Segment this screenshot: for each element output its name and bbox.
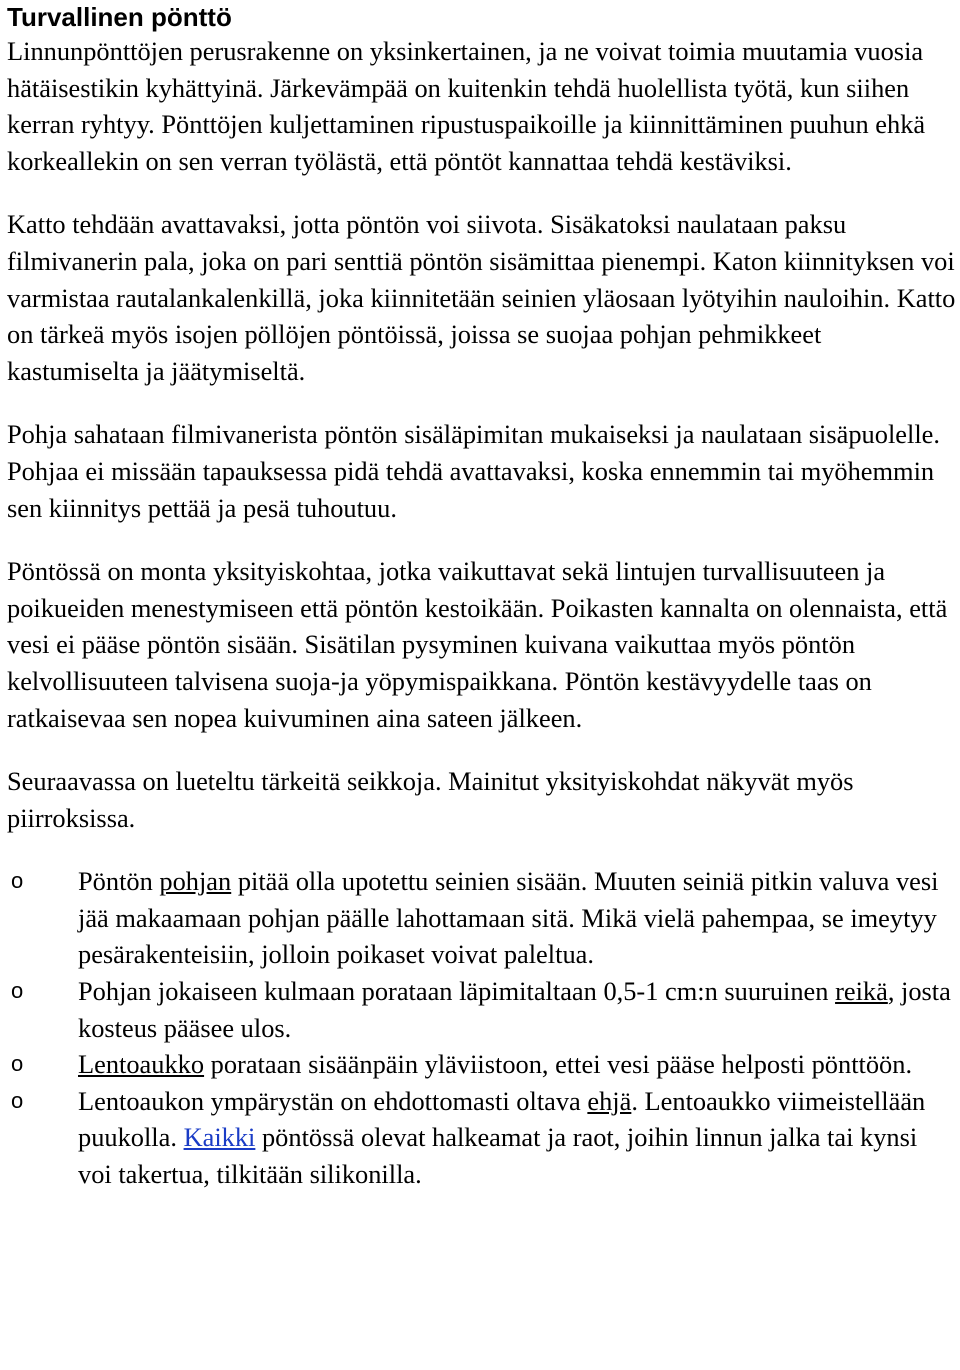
list-item	[7, 1083, 957, 1193]
list-item-text-post: porataan sisäänpäin yläviistoon, ettei vesi pääse helposti pönttöön.	[204, 1049, 913, 1080]
paragraph-gap	[7, 736, 957, 763]
paragraph-gap	[7, 389, 957, 416]
term-link-lentoaukko[interactable]: Lentoaukko	[78, 1049, 205, 1080]
bullet-circle-icon: o	[11, 1087, 24, 1113]
list-item-text-pre: Pöntön	[78, 866, 160, 897]
paragraph-gap	[7, 526, 957, 553]
list-item-text-post2: pöntössä olevat halkeamat ja raot, joihin linnun jalka tai kynsi voi takertua, tilkitään silikonilla.	[78, 1122, 918, 1190]
list-item	[7, 973, 957, 1046]
detail-list	[7, 863, 957, 1192]
list-item-text-post: pitää olla upotettu seinien sisään. Muuten seiniä pitkin valuva vesi jää makaamaan pohjan päälle lahottamaan sitä. Mikä vielä pahempaa, se imeytyy pesärakenteisiin, jolloin poikaset voivat paleltua.	[78, 866, 939, 970]
bullet-circle-icon: o	[11, 868, 24, 894]
list-item	[7, 1046, 957, 1083]
term-link-ehja[interactable]: ehjä	[587, 1085, 632, 1116]
paragraph-gap	[7, 179, 957, 206]
paragraph-list-intro: Seuraavassa on lueteltu tärkeitä seikkoja. Mainitut yksityiskohdat näkyvät myös piirroksissa.	[7, 766, 854, 833]
list-item-text-pre: Lentoaukon ympärystän on ehdottomasti oltava	[78, 1085, 588, 1116]
term-link-pohjan[interactable]: pohjan	[159, 866, 232, 897]
paragraph-bottom: Pohja sahataan filmivanerista pöntön sisäläpimitan mukaiseksi ja naulataan sisäpuolelle. Pohjaa ei missään tapauksessa pidä tehdä avattavaksi, koska ennemmin tai myöhemmin sen kiinnitys pettää ja pesä tuhoutuu.	[7, 419, 940, 523]
hyperlink-kaikki[interactable]: Kaikki	[183, 1122, 256, 1153]
list-item-text-pre: Pohjan jokaiseen kulmaan porataan läpimitaltaan 0,5-1 cm:n suuruinen	[78, 976, 836, 1007]
paragraph-intro: Linnunpönttöjen perusrakenne on yksinkertainen, ja ne voivat toimia muutamia vuosia hätäisestikin kyhättyinä. Järkevämpää on kuitenkin tehdä huolellista työtä, kun siihen kerran ryhtyy. Pönttöjen kuljettaminen ripustuspaikoille ja kiinnittäminen puuhun ehkä korkeallekin on sen verran työlästä, että pöntöt kannattaa tehdä kestäviksi.	[7, 36, 926, 176]
document-page	[7, 0, 957, 1193]
paragraph-gap	[7, 836, 957, 863]
page-title: Turvallinen pönttö	[7, 2, 232, 32]
list-item-text-post: , josta kosteus pääsee ulos.	[78, 976, 951, 1043]
paragraph-roof: Katto tehdään avattavaksi, jotta pöntön voi siivota. Sisäkatoksi naulataan paksu filmivanerin pala, joka on pari senttiä pöntön sisämittaa pienempi. Katon kiinnityksen voi varmistaa rautalankalenkillä, joka kiinnitetään seinien yläosaan lyötyihin nauloihin. Katto on tärkeä myös isojen pöllöjen pöntöissä, joissa se suojaa pohjan pehmikkeet kastumiselta ja jäätymiseltä.	[7, 209, 956, 386]
list-item	[7, 863, 957, 973]
term-link-reika[interactable]: reikä	[835, 976, 888, 1007]
bullet-circle-icon: o	[11, 978, 24, 1004]
bullet-circle-icon: o	[11, 1051, 24, 1077]
list-item-text-post: . Lentoaukko viimeistellään puukolla.	[78, 1085, 926, 1153]
paragraph-details: Pöntössä on monta yksityiskohtaa, jotka vaikuttavat sekä lintujen turvallisuuteen ja poikueiden menestymiseen että pöntön kestoikään. Poikasten kannalta on olennaista, että vesi ei pääse pöntön sisään. Sisätilan pysyminen kuivana vaikuttaa myös pöntön kelvollisuuteen talvisena suoja-ja yöpymispaikkana. Pöntön kestävyydelle taas on ratkaisevaa sen nopea kuivuminen aina sateen jälkeen.	[7, 556, 948, 733]
